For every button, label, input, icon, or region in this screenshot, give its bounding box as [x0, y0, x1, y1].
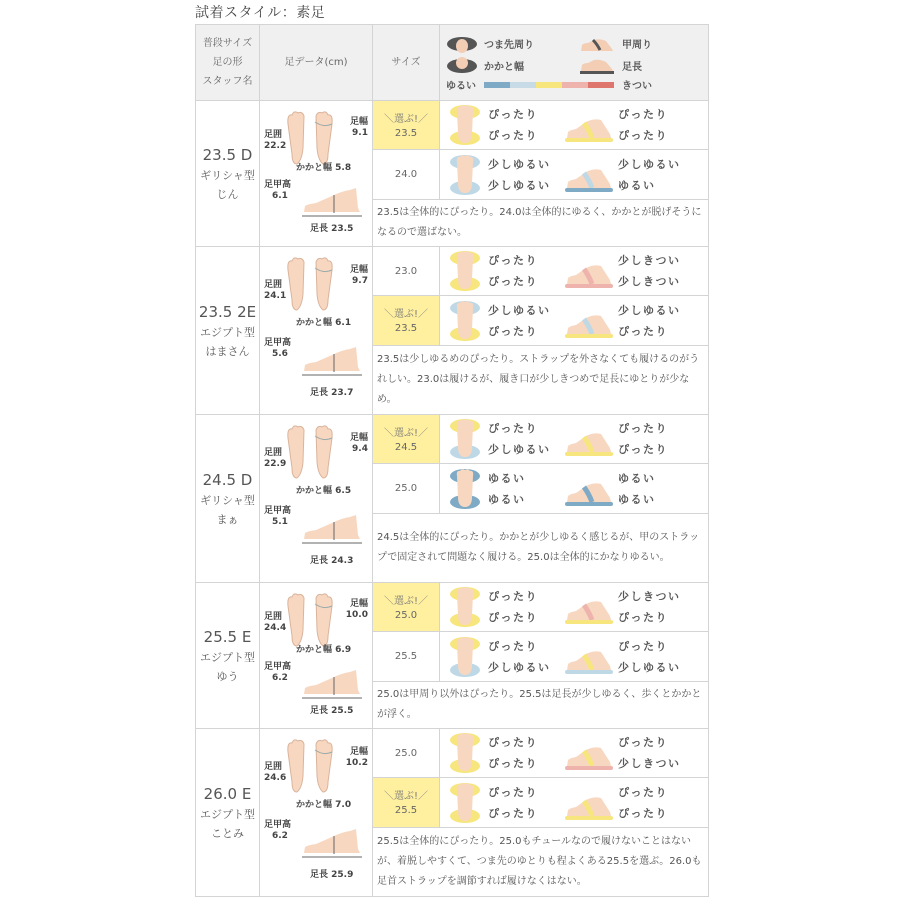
fit-comment: 23.5は全体的にぴったり。24.0は全体的にゆるく、かかとが脱げそうになるので選ばない。 [373, 200, 709, 247]
legend-instep-label: 甲周り [622, 40, 652, 51]
circ-value: 足囲 24.1 [264, 279, 287, 301]
height-value: 足甲高 6.2 [264, 820, 292, 842]
instep-length-icon [564, 784, 614, 828]
height-value: 足甲高 6.1 [264, 180, 292, 202]
try-size-value: 23.0 [394, 265, 418, 277]
fit-length: ぴったり [618, 611, 668, 624]
heel-value: かかと幅 6.5 [296, 486, 352, 497]
fit-heel: ぴったり [488, 129, 538, 142]
foot-data [260, 247, 373, 415]
scale-loose-label: ゆるい [446, 81, 476, 92]
instep-length-icon [564, 638, 614, 682]
fit-instep: ぴったり [618, 639, 668, 653]
fit-toe: ぴったり [488, 785, 538, 799]
foot-side-photo [300, 186, 364, 222]
staff-name: はまさん [205, 344, 250, 358]
foot-top-photo [282, 254, 338, 318]
foot-shape: ギリシャ型 [200, 168, 255, 182]
foot-shape: ギリシャ型 [200, 493, 255, 507]
instep-length-icon [564, 470, 614, 514]
heel-value: かかと幅 7.0 [296, 800, 352, 811]
scale-segment [536, 82, 562, 88]
heel-value: かかと幅 6.1 [296, 318, 352, 329]
heel-value: かかと幅 6.9 [296, 644, 352, 655]
fit-result [440, 150, 709, 200]
foot-data [260, 729, 373, 897]
fit-instep: ぴったり [618, 785, 668, 799]
staff-name: じん [216, 187, 239, 201]
fit-instep: 少しきつい [618, 254, 681, 267]
fit-length: ぴったり [618, 324, 668, 338]
heel-value: かかと幅 5.8 [296, 162, 352, 173]
fit-toe: ぴったり [488, 639, 538, 653]
scale-segment [510, 82, 536, 88]
foot-side-photo [300, 345, 364, 381]
try-size-value: 24.5 [394, 441, 418, 453]
circ-value: 足囲 24.6 [264, 761, 287, 783]
fit-length: ゆるい [618, 178, 656, 192]
header-row [196, 25, 709, 101]
scale-segment [562, 82, 588, 88]
try-size-value: 25.5 [394, 651, 418, 662]
heel-icon [446, 57, 478, 75]
fit-comment: 25.5は全体的にぴったり。25.0もチュールなので履けないことはないが、着脱しやすくて、つま先のゆとりも程よくある25.5を選ぶ。26.0も足首ストラップを調節すれば履けなくはない。 [373, 828, 709, 897]
foot-side-photo [300, 827, 364, 863]
fit-length: ゆるい [618, 492, 656, 506]
legend-heel-label: かかと幅 [484, 62, 524, 73]
staff-info [196, 247, 260, 415]
header-foot-data: 足データ(cm) [260, 25, 373, 101]
staff-row [196, 729, 709, 778]
header-usual-size: 普段サイズ [202, 38, 253, 49]
staff-row [196, 415, 709, 464]
toe-heel-icon [448, 153, 482, 201]
fit-comment: 24.5は全体的にぴったり。かかとが少しゆるく感じるが、甲のストラップで固定されて問題なく履ける。25.0は全体的にかなりゆるい。 [373, 514, 709, 583]
staff-name: ゆう [216, 669, 239, 683]
usual-size: 24.5 D [202, 470, 253, 489]
toe-heel-icon [448, 417, 482, 465]
fit-result [440, 632, 709, 682]
usual-size: 23.5 D [202, 145, 253, 164]
fit-length: 少しきつい [618, 275, 681, 288]
width-value: 足幅 9.1 [349, 116, 368, 138]
length-value: 足長 25.5 [310, 705, 354, 716]
foot-top-photo [282, 422, 338, 486]
fit-length: 少しきつい [618, 757, 681, 770]
legend-toe-label: つま先周り [484, 40, 534, 51]
toe-heel-icon [448, 781, 482, 829]
height-value: 足甲高 5.6 [264, 338, 292, 360]
foot-shape: エジプト型 [200, 325, 255, 339]
toe-heel-icon [448, 103, 482, 151]
length-value: 足長 25.9 [310, 870, 354, 881]
staff-row [196, 247, 709, 296]
instep-length-icon [564, 420, 614, 464]
fit-heel: ぴったり [488, 324, 538, 338]
foot-data [260, 583, 373, 729]
pick-label: ＼選ぶ!／ [383, 309, 428, 320]
header-person [196, 25, 260, 101]
fit-toe: ぴったり [488, 736, 538, 749]
toe-heel-icon [448, 299, 482, 347]
fit-heel: ぴったり [488, 806, 538, 820]
fit-toe: 少しゆるい [488, 303, 551, 317]
toe-heel-icon [448, 731, 482, 779]
try-size-value: 25.5 [394, 805, 418, 816]
fit-result [440, 464, 709, 514]
instep-icon [578, 35, 616, 53]
fit-length: 少しゆるい [618, 660, 681, 674]
length-value: 足長 23.5 [310, 223, 354, 234]
circ-value: 足囲 24.4 [264, 611, 287, 633]
foot-side-photo [300, 513, 364, 549]
foot-data [260, 415, 373, 583]
foot-shape: エジプト型 [200, 650, 255, 664]
fit-toe: 少しゆるい [488, 157, 551, 171]
header-legend [440, 25, 709, 101]
fit-heel: 少しゆるい [488, 178, 551, 192]
fit-instep: ぴったり [618, 108, 668, 121]
fit-comment: 25.0は甲周り以外はぴったり。25.5は足長が少しゆるく、歩くとかかとが浮く。 [373, 682, 709, 729]
fit-instep: ぴったり [618, 736, 668, 749]
scale-segment [484, 82, 510, 88]
fit-result [440, 296, 709, 346]
try-size-value: 25.0 [394, 483, 418, 494]
header-size: サイズ [373, 25, 440, 101]
instep-length-icon [564, 734, 614, 778]
staff-name: まぁ [216, 512, 239, 526]
staff-info [196, 583, 260, 729]
fit-result [440, 778, 709, 828]
toe-heel-icon [448, 585, 482, 633]
foot-data [260, 101, 373, 247]
foot-top-photo [282, 736, 338, 800]
toe-icon [446, 35, 478, 53]
scale-bar [484, 82, 614, 88]
toe-heel-icon [448, 249, 482, 297]
fit-length: ぴったり [618, 129, 668, 142]
usual-size: 25.5 E [203, 627, 252, 646]
fit-result [440, 415, 709, 464]
toe-heel-icon [448, 635, 482, 683]
fit-toe: ぴったり [488, 590, 538, 603]
toe-heel-icon [448, 467, 482, 515]
staff-info [196, 729, 260, 897]
instep-length-icon [564, 156, 614, 200]
legend-toe [446, 33, 578, 55]
fitting-table [195, 24, 709, 897]
try-size-value: 23.5 [394, 127, 418, 139]
page-title: 試着スタイル：素足 [195, 5, 326, 21]
fit-instep: ぴったり [618, 422, 668, 435]
fit-length: ぴったり [618, 806, 668, 820]
instep-length-icon [564, 302, 614, 346]
fit-instep: 少しゆるい [618, 303, 681, 317]
foot-shape: エジプト型 [200, 807, 255, 821]
pick-label: ＼選ぶ!／ [383, 791, 428, 802]
fit-heel: 少しゆるい [488, 660, 551, 674]
try-size-value: 25.0 [394, 609, 418, 621]
header-staff-name: スタッフ名 [202, 76, 253, 87]
circ-value: 足囲 22.2 [264, 129, 287, 151]
fit-toe: ぴったり [488, 254, 538, 267]
fit-result [440, 247, 709, 296]
fit-toe: ゆるい [488, 471, 526, 485]
length-icon [578, 57, 616, 75]
width-value: 足幅 10.0 [345, 598, 368, 620]
instep-length-icon [564, 106, 614, 150]
staff-info [196, 101, 260, 247]
fit-result [440, 729, 709, 778]
height-value: 足甲高 5.1 [264, 506, 292, 528]
fit-result [440, 583, 709, 632]
fit-instep: 少しきつい [618, 590, 681, 603]
foot-side-photo [300, 668, 364, 704]
fit-heel: ぴったり [488, 275, 538, 288]
header-foot-shape: 足の形 [212, 57, 243, 68]
pick-label: ＼選ぶ!／ [383, 595, 428, 607]
length-value: 足長 24.3 [310, 556, 354, 567]
fit-heel: ぴったり [488, 611, 538, 624]
usual-size: 23.5 2E [198, 302, 257, 321]
legend-length [578, 55, 652, 77]
fit-instep: 少しゆるい [618, 157, 681, 171]
staff-row [196, 583, 709, 632]
staff-info [196, 415, 260, 583]
legend-instep [578, 33, 652, 55]
height-value: 足甲高 6.2 [264, 662, 292, 684]
pick-label: ＼選ぶ!／ [383, 113, 428, 125]
fit-instep: ゆるい [618, 471, 656, 485]
width-value: 足幅 9.4 [349, 432, 368, 454]
staff-row [196, 101, 709, 150]
legend-heel [446, 55, 578, 77]
width-value: 足幅 9.7 [349, 264, 368, 286]
instep-length-icon [564, 252, 614, 296]
usual-size: 26.0 E [203, 784, 252, 803]
fit-toe: ぴったり [488, 422, 538, 435]
try-size-value: 23.5 [394, 323, 418, 334]
fit-length: ぴったり [618, 443, 668, 456]
scale-segment [588, 82, 614, 88]
fit-toe: ぴったり [488, 108, 538, 121]
scale-tight-label: きつい [622, 81, 652, 92]
instep-length-icon [564, 588, 614, 632]
fit-heel: 少しゆるい [488, 443, 551, 456]
try-size-value: 24.0 [394, 169, 418, 180]
legend-scale [446, 77, 702, 93]
try-size-value: 25.0 [394, 747, 418, 759]
legend-length-label: 足長 [622, 62, 642, 73]
fit-heel: ぴったり [488, 757, 538, 770]
width-value: 足幅 10.2 [345, 746, 368, 768]
staff-name: ことみ [211, 826, 244, 840]
circ-value: 足囲 22.9 [264, 447, 287, 469]
fit-heel: ゆるい [488, 492, 526, 506]
pick-label: ＼選ぶ!／ [383, 427, 428, 439]
fit-comment: 23.5は少しゆるめのぴったり。ストラップを外さなくても履けるのがうれしい。23.0は履けるが、履き口が少しきつめで足長にゆとりが少なめ。 [373, 346, 709, 415]
fit-result [440, 101, 709, 150]
length-value: 足長 23.7 [310, 388, 354, 399]
